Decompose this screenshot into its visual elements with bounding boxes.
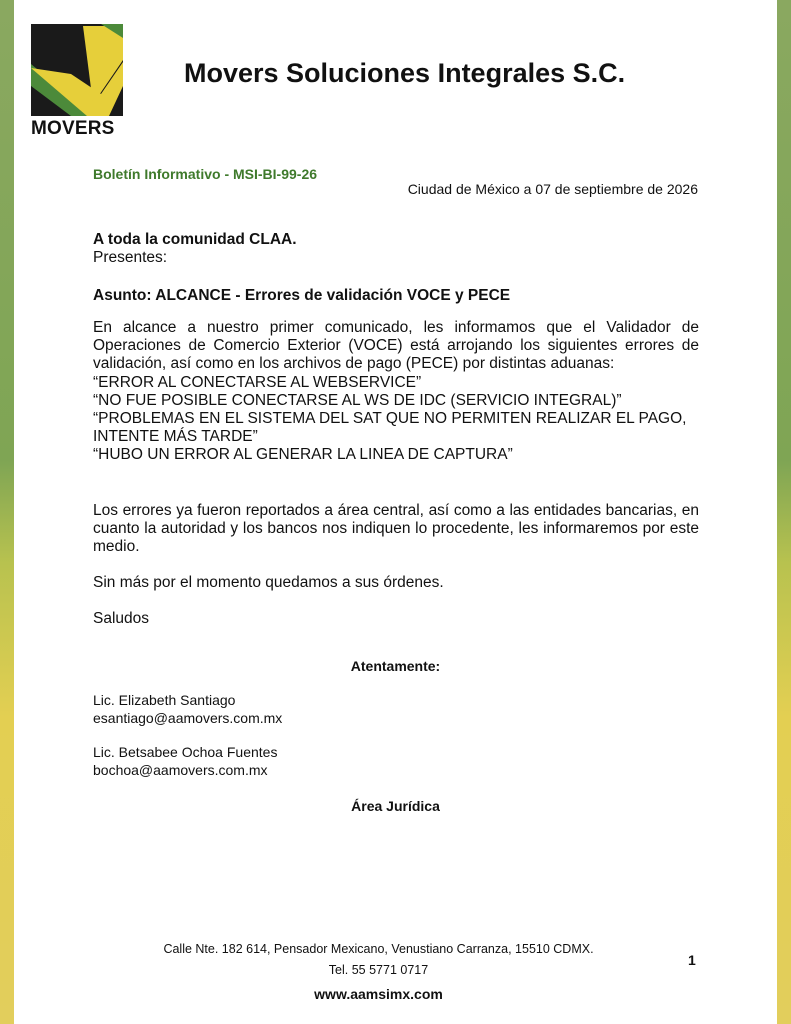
footer-phone: Tel. 55 5771 0717 — [328, 963, 429, 977]
addressee: A toda la comunidad CLAA. — [93, 231, 297, 248]
error-item: “ERROR AL CONECTARSE AL WEBSERVICE” — [93, 374, 422, 391]
greeting — [93, 231, 297, 267]
error-item: “PROBLEMAS EN EL SISTEMA DEL SAT QUE NO PERMITEN REALIZAR EL PAGO, INTENTE MÁS TARDE” — [93, 410, 687, 445]
subject-line: Asunto: ALCANCE - Errores de validación VOCE y PECE — [93, 287, 511, 304]
presentes: Presentes: — [93, 249, 168, 266]
signatory-block — [93, 692, 282, 727]
signatory-block — [93, 744, 277, 779]
signatory-name: Lic. Betsabee Ochoa Fuentes — [93, 744, 278, 760]
movers-logo — [31, 24, 123, 139]
page-number: 1 — [688, 952, 696, 968]
signatory-name: Lic. Elizabeth Santiago — [93, 692, 236, 708]
footer-address: Calle Nte. 182 614, Pensador Mexicano, Venustiano Carranza, 15510 CDMX. — [163, 942, 594, 956]
body-intro: En alcance a nuestro primer comunicado, les informamos que el Validador de Operaciones de Comercio Exterior (VOCE) está arrojando los siguientes errores de validación, así como en los archivos de pago (PECE) por distintas aduanas: — [93, 319, 699, 372]
right-decorative-band — [777, 0, 791, 1024]
footer-website-link[interactable]: www.aamsimx.com — [314, 986, 443, 1002]
logo-wordmark: MOVERS — [31, 118, 115, 139]
left-decorative-band — [0, 0, 14, 1024]
department-name: Área Jurídica — [351, 798, 440, 814]
bulletin-id: Boletín Informativo - MSI-BI-99-26 — [93, 166, 318, 182]
signatory-email[interactable]: esantiago@aamovers.com.mx — [93, 709, 283, 726]
letter-date: Ciudad de México a 07 de septiembre de 2026 — [407, 181, 698, 197]
body-followup: Los errores ya fueron reportados a área central, así como a las entidades bancarias, en cuanto la autoridad y los bancos nos indiquen lo procedente, les informaremos por este medio. — [93, 502, 699, 555]
logo-mark-icon — [31, 24, 123, 116]
company-name: Movers Soluciones Integrales S.C. — [184, 58, 626, 88]
error-item: “HUBO UN ERROR AL GENERAR LA LINEA DE CAPTURA” — [93, 446, 513, 463]
closing-line: Sin más por el momento quedamos a sus órdenes. — [93, 574, 444, 591]
error-item: “NO FUE POSIBLE CONECTARSE AL WS DE IDC (SERVICIO INTEGRAL)” — [93, 392, 622, 409]
signatory-email[interactable]: bochoa@aamovers.com.mx — [93, 761, 268, 778]
saludos: Saludos — [93, 610, 150, 627]
atentamente: Atentamente: — [350, 658, 441, 674]
